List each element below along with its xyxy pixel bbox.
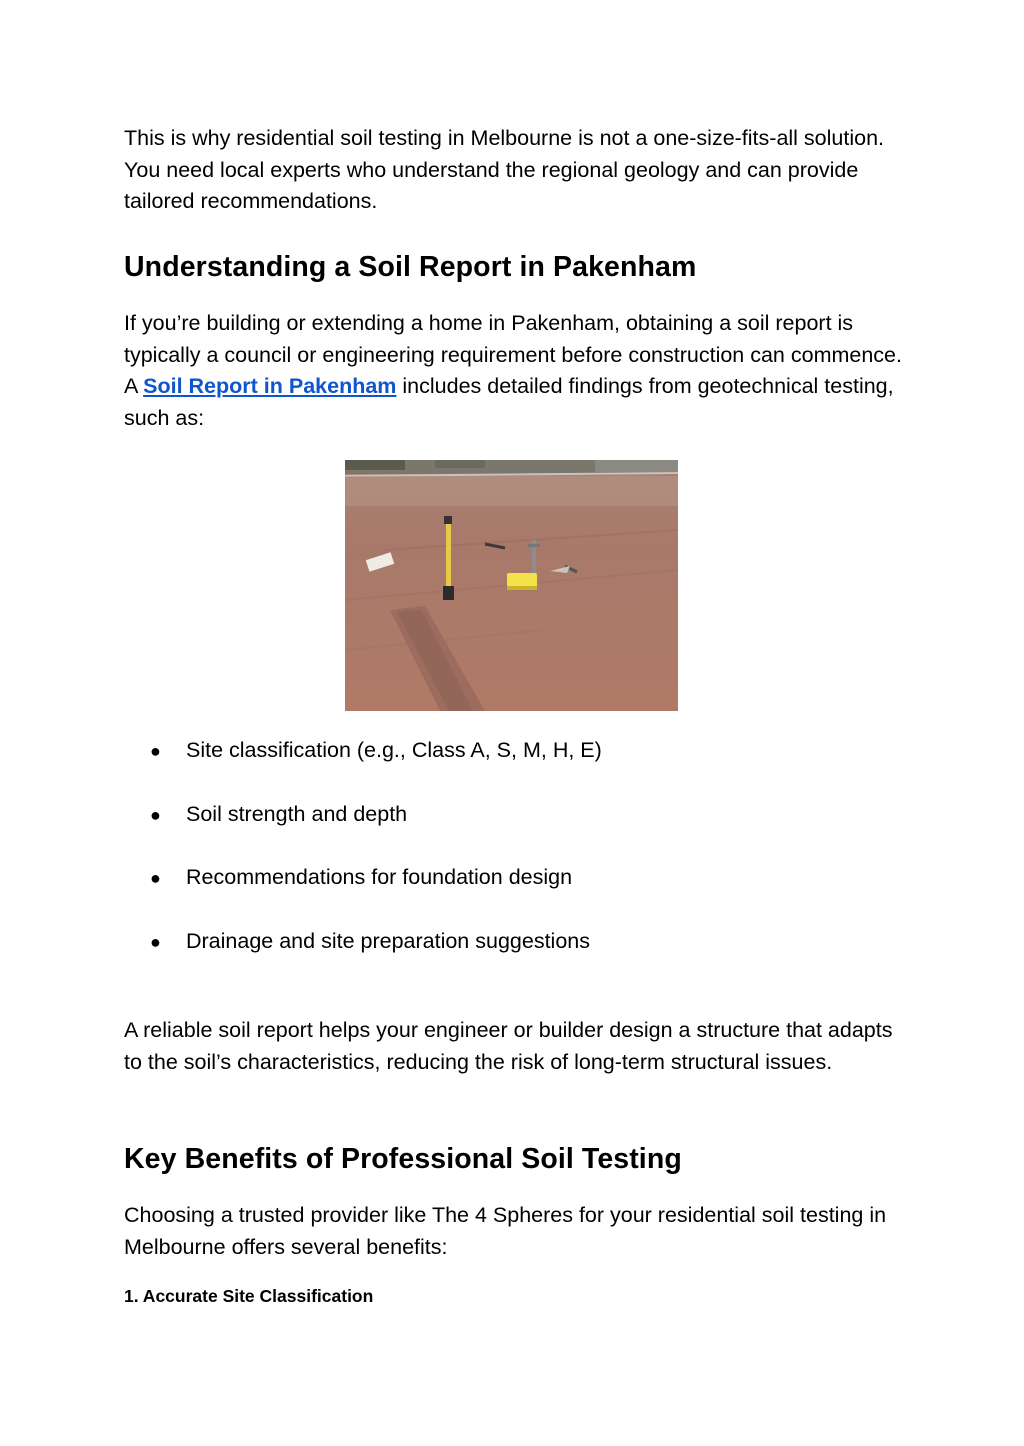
soil-site-illustration [345, 460, 678, 711]
list-item [150, 735, 602, 766]
soil-report-pakenham-link[interactable]: Soil Report in Pakenham [143, 374, 397, 399]
list-item-text: Soil strength and depth [186, 802, 408, 826]
bullet-icon: ● [150, 741, 161, 761]
paragraph-text-before-link: If you’re building or extending a home in Pakenham, obtaining a soil report is typically a council or engineering requirement before construction can commence. A [124, 311, 902, 399]
list-item-text: Recommendations for foundation design [186, 865, 573, 889]
benefits-paragraph: Choosing a trusted provider like The 4 Spheres for your residential soil testing in Melbourne offers several benefits: [124, 1203, 887, 1259]
section-heading-benefits: Key Benefits of Professional Soil Testing [124, 1143, 682, 1175]
benefit-subheading: 1. Accurate Site Classification [124, 1286, 374, 1306]
list-item-text: Drainage and site preparation suggestions [186, 929, 590, 953]
section-heading-soil-report: Understanding a Soil Report in Pakenham [124, 251, 697, 283]
intro-paragraph: This is why residential soil testing in Melbourne is not a one-size-fits-all solution. You need local experts who understand the regional geology and can provide tailored recommendations. [124, 126, 885, 214]
list-item-text: Site classification (e.g., Class A, S, M, H, E) [186, 738, 602, 762]
closing-paragraph: A reliable soil report helps your engineer or builder design a structure that adapts to the soil’s characteristics, reducing the risk of long-term structural issues. [124, 1018, 893, 1074]
paragraph-text-after-link: includes detailed findings from geotechnical testing, such as: [124, 374, 894, 430]
bullet-icon: ● [150, 868, 161, 888]
list-item [150, 926, 590, 957]
bullet-icon: ● [150, 932, 161, 952]
soil-testing-photo [345, 460, 678, 711]
bullet-icon: ● [150, 805, 161, 825]
soil-report-paragraph [124, 308, 904, 434]
list-item [150, 862, 572, 893]
list-item [150, 799, 407, 830]
